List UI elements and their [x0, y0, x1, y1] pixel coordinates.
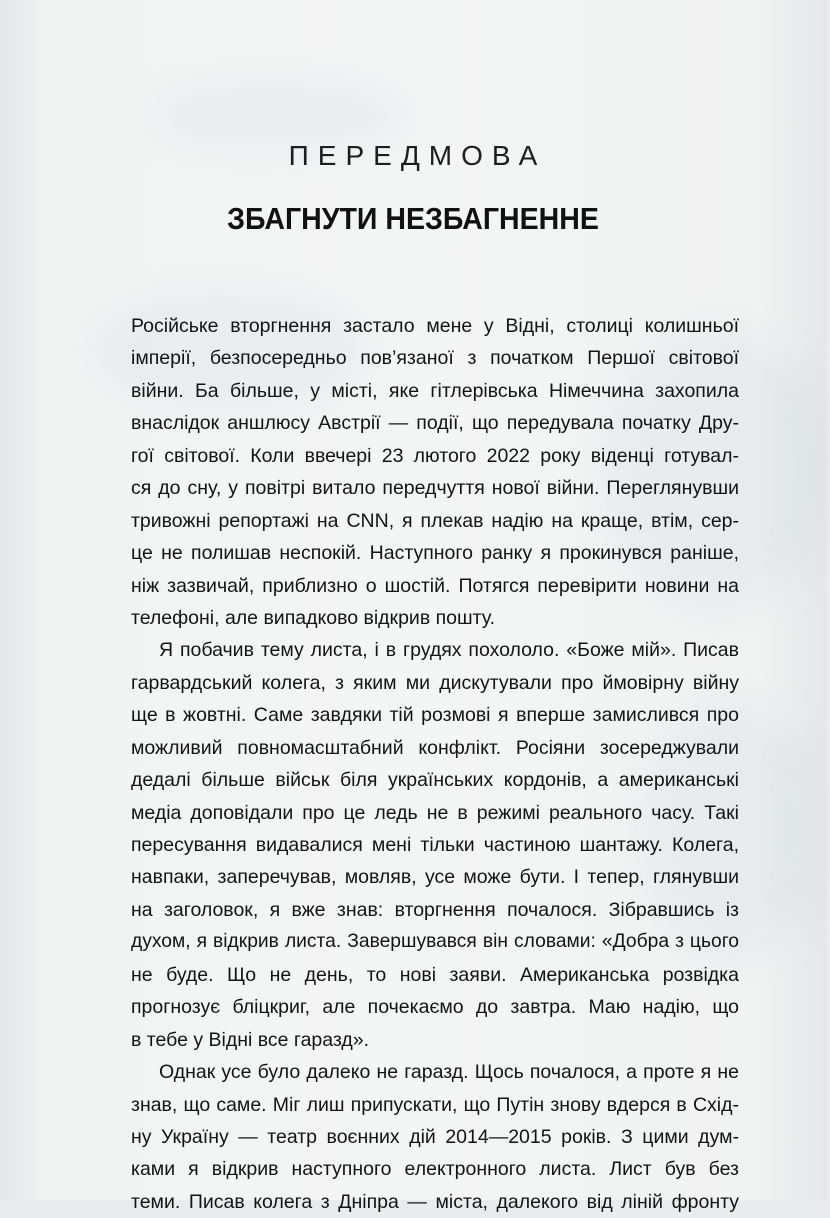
text-line: це не полишав неспокій. Наступного ранку я прокинувся раніше, — [131, 542, 739, 565]
text-line: навпаки, заперечував, мовляв, усе може бути. І тепер, глянувши — [131, 866, 739, 889]
text-line: духом, я відкрив листа. Завершувався він словами: «Добра з цього — [131, 931, 739, 953]
section-label: ПЕРЕДМОВА — [288, 140, 547, 171]
text-line: гарвардський колега, з яким ми дискутували про ймовірну війну — [131, 671, 739, 694]
text-line: ся до сну, у повітрі витало передчуття нової війни. Переглянувши — [131, 477, 739, 500]
text-line: медіа доповідали про це ледь не в режимі реального часу. Такі — [131, 801, 739, 824]
text-line: ще в жовтні. Саме завдяки тій розмові я вперше замислився про — [131, 704, 739, 727]
text-line: Я побачив тему листа, і в грудях похололо. «Боже мій». Писав — [159, 639, 739, 662]
text-line: пересування видавалися мені тільки частиною шантажу. Колега, — [131, 834, 739, 856]
text-line: тривожні репортажі на CNN, я плекав надію на краще, втім, сер- — [131, 509, 739, 532]
text-line: ніж зазвичай, приблизно о шостій. Потягся перевірити новини на — [131, 574, 739, 597]
text-line: внаслідок аншлюсу Австрії — події, що передувала початку Дру- — [131, 412, 739, 435]
text-line: теми. Писав колега з Дніпра — міста, далекого від ліній фронту — [131, 1190, 739, 1213]
text-line: прогнозує бліцкриг, але почекаємо до завтра. Маю надію, що — [131, 996, 739, 1019]
text-line: війни. Ба більше, у місті, яке гітлерівська Німеччина захопила — [131, 379, 739, 402]
text-line: ками я відкрив наступного електронного листа. Лист був без — [131, 1158, 739, 1181]
text-line: можливий повномасштабний конфлікт. Росіяни зосереджували — [131, 736, 739, 759]
body-text — [131, 310, 739, 1218]
text-line: дедалі більше військ біля українських кордонів, а американські — [131, 769, 739, 792]
text-line: ну Україну — театр воєнних дій 2014—2015 років. З цими дум- — [131, 1125, 739, 1148]
chapter-title: ЗБАГНУТИ НЕЗБАГНЕННЕ — [227, 201, 599, 236]
text-line: в тебе у Відні все гаразд». — [131, 1028, 370, 1051]
text-line: на заголовок, я вже знав: вторгнення почалося. Зібравшись із — [131, 898, 739, 921]
text-line: телефоні, але випадково відкрив пошту. — [131, 606, 496, 629]
text-line: гої світової. Коли ввечері 23 лютого 2022 року віденці готувал- — [131, 444, 739, 467]
text-line: знав, що саме. Міг лиш припускати, що Путін знову вдерся в Схід- — [131, 1093, 739, 1116]
text-line: Російське вторгнення застало мене у Відні, столиці колишньої — [131, 315, 739, 337]
text-line: не буде. Що не день, то нові заяви. Американська розвідка — [131, 963, 739, 986]
text-line: імперії, безпосередньо пов’язаної з початком Першої світової — [131, 347, 739, 370]
text-line: Однак усе було далеко не гаразд. Щось почалося, а проте я не — [159, 1061, 739, 1084]
